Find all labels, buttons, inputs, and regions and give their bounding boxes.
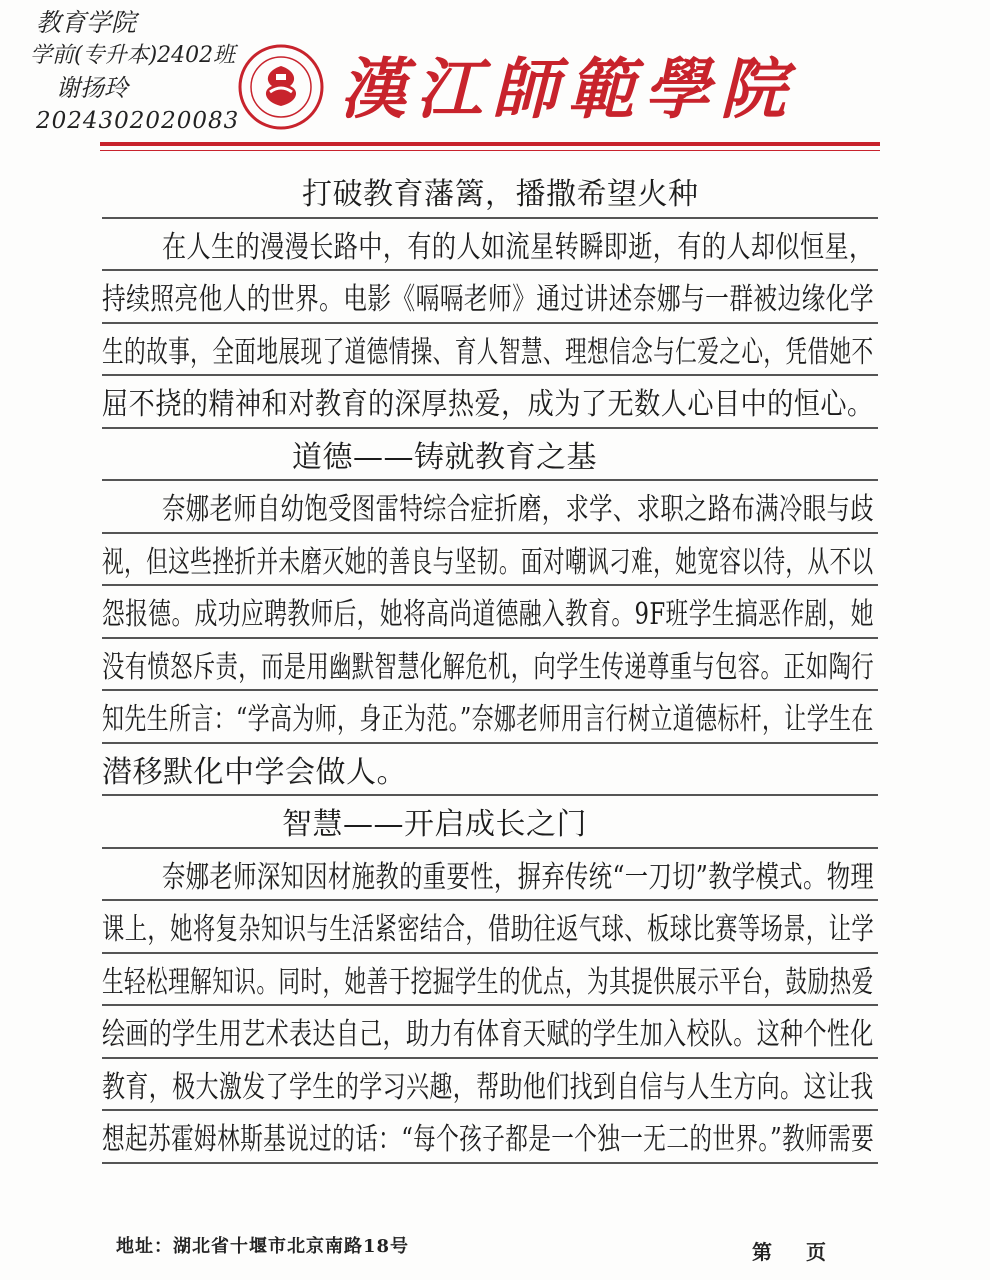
page-label-prefix: 第 bbox=[752, 1240, 772, 1264]
essay-line: 想起苏霍姆林斯基说过的话：“每个孩子都是一个独一无二的世界。”教师需要 bbox=[102, 1111, 878, 1164]
header-rule-thick bbox=[100, 142, 880, 146]
essay-line: 没有愤怒斥责，而是用幽默智慧化解危机，向学生传递尊重与包容。正如陶行 bbox=[102, 639, 878, 692]
school-logo-icon bbox=[238, 44, 324, 130]
essay-line: 奈娜老师自幼饱受图雷特综合症折磨，求学、求职之路布满冷眼与歧 bbox=[102, 481, 878, 534]
student-name: 谢扬玲 bbox=[56, 74, 128, 102]
page-label-suffix: 页 bbox=[806, 1240, 826, 1264]
essay-line: 潜移默化中学会做人。 bbox=[102, 744, 878, 797]
essay-line: 教育，极大激发了学生的学习兴趣，帮助他们找到自信与人生方向。这让我 bbox=[102, 1059, 878, 1112]
essay-line: 持续照亮他人的世界。电影《嗝嗝老师》通过讲述奈娜与一群被边缘化学 bbox=[102, 271, 878, 324]
essay-line: 视，但这些挫折并未磨灭她的善良与坚韧。面对嘲讽刁难，她宽容以待，从不以 bbox=[102, 534, 878, 587]
student-id: 2024302020083 bbox=[36, 108, 240, 134]
student-info bbox=[30, 6, 250, 138]
essay-line: 生的故事，全面地展现了道德情操、育人智慧、理想信念与仁爱之心，凭借她不 bbox=[102, 324, 878, 377]
essay-line: 生轻松理解知识。同时，她善于挖掘学生的优点，为其提供展示平台，鼓励热爱 bbox=[102, 954, 878, 1007]
essay-line: 屈不挠的精神和对教育的深厚热爱，成为了无数人心目中的恒心。 bbox=[102, 376, 878, 429]
essay-body bbox=[102, 166, 878, 1164]
essay-line: 怨报德。成功应聘教师后，她将高尚道德融入教育。9F班学生搞恶作剧，她 bbox=[102, 586, 878, 639]
school-name-logotype: 漢江師範學院 bbox=[340, 50, 796, 128]
student-college: 教育学院 bbox=[36, 8, 137, 37]
essay-line: 知先生所言：“学高为师，身正为范。”奈娜老师用言行树立道德标杆，让学生在 bbox=[102, 691, 878, 744]
footer-address: 地址：湖北省十堰市北京南路18号 bbox=[116, 1236, 410, 1257]
header-rule-thin bbox=[100, 150, 880, 151]
essay-line: 绘画的学生用艺术表达自己，助力有体育天赋的学生加入校队。这种个性化 bbox=[102, 1006, 878, 1059]
student-class: 学前(专升本)2402班 bbox=[30, 43, 236, 68]
essay-line: 奈娜老师深知因材施教的重要性，摒弃传统“一刀切”教学模式。物理 bbox=[102, 849, 878, 902]
essay-line: 课上，她将复杂知识与生活紧密结合，借助往返气球、板球比赛等场景，让学 bbox=[102, 901, 878, 954]
essay-line: 在人生的漫漫长路中，有的人如流星转瞬即逝，有的人却似恒星， bbox=[102, 219, 878, 272]
footer-page-number bbox=[752, 1236, 826, 1265]
section-heading-morality: 道德——铸就教育之基 bbox=[102, 429, 878, 482]
essay-title: 打破教育藩篱，播撒希望火种 bbox=[102, 166, 878, 219]
section-heading-wisdom: 智慧——开启成长之门 bbox=[102, 796, 878, 849]
